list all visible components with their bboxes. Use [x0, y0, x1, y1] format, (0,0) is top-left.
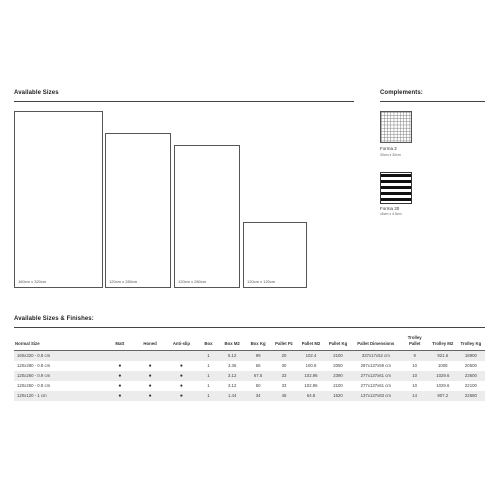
table-cell: 3.12 [219, 371, 245, 381]
table-cell: ● [135, 381, 165, 391]
table-cell: ● [135, 391, 165, 401]
table-cell: 100.8 [297, 361, 325, 371]
col-pallet-kg: Pallet Kg [325, 334, 351, 351]
available-sizes-title: Available Sizes [14, 90, 59, 96]
col-trolley-kg: Trolley Kg [457, 334, 485, 351]
table-cell: 10 [401, 371, 429, 381]
col-pallet-pz: Pallet Pz [271, 334, 297, 351]
table-cell: 1 [198, 381, 220, 391]
table-cell: 64.8 [297, 391, 325, 401]
table-cell: 99 [245, 351, 271, 361]
table-cell: 65 [245, 361, 271, 371]
mosaic-strip [381, 180, 411, 183]
table-cell: 5.12 [219, 351, 245, 361]
complement-name: Forma 30 [380, 206, 400, 211]
sizes-finishes-table [14, 334, 485, 401]
table-cell: 1029.6 [429, 381, 457, 391]
table-cell: 45 [271, 391, 297, 401]
table-cell: 1 [198, 361, 220, 371]
table-cell: 1 [198, 371, 220, 381]
table-cell: ● [165, 371, 197, 381]
complement-dims: 30cm x 30cm [380, 153, 401, 157]
table-cell [135, 351, 165, 361]
table-cell: ● [105, 371, 135, 381]
complements-title: Complements: [380, 90, 423, 96]
table-row [14, 351, 485, 361]
table-cell: 102.4 [297, 351, 325, 361]
table-cell: 1.44 [219, 391, 245, 401]
table-cell: 160x320 - 0.8 cm [14, 351, 105, 361]
sizes-finishes-divider [14, 327, 485, 328]
table-cell: 137x137x83 cm [351, 391, 401, 401]
col-box: Box [198, 334, 220, 351]
table-cell: 1 [198, 351, 220, 361]
table-cell: 337x17x52 cm [351, 351, 401, 361]
sizes-finishes-title: Available Sizes & Finishes: [14, 316, 94, 322]
table-cell: 2100 [325, 351, 351, 361]
table-row [14, 381, 485, 391]
size-swatch-label: 120cm x 120cm [247, 279, 276, 284]
col-pallet-m2: Pallet M2 [297, 334, 325, 351]
mosaic-strip [381, 192, 411, 195]
table-cell: 18900 [457, 351, 485, 361]
table-row [14, 371, 485, 381]
col-trolley-pallet: Trolley Pallet [401, 334, 429, 351]
size-swatch-120x120 [243, 222, 307, 288]
table-cell: 1008 [429, 361, 457, 371]
complements-divider [380, 101, 485, 102]
col-trolley-m2: Trolley M2 [429, 334, 457, 351]
size-swatch-label: 120cm x 260cm [178, 279, 207, 284]
col-pallet-dimensions: Pallet Dimensions [351, 334, 401, 351]
table-cell: 297x137x59 cm [351, 361, 401, 371]
table-cell: 9 [401, 351, 429, 361]
table-row [14, 391, 485, 401]
table-cell: 921.6 [429, 351, 457, 361]
table-cell: 2100 [325, 381, 351, 391]
table-cell: ● [165, 381, 197, 391]
complement-name: Forma 2 [380, 146, 397, 151]
table-header-row [14, 334, 485, 351]
table-cell: ● [165, 391, 197, 401]
col-normal-size: Normal Size [14, 334, 105, 351]
mosaic-strip [381, 174, 411, 177]
table-cell: 22680 [457, 391, 485, 401]
size-swatch-label: 160cm x 320cm [18, 279, 47, 284]
table-cell: 10 [401, 381, 429, 391]
table-cell: ● [105, 381, 135, 391]
table-cell: 3.12 [219, 381, 245, 391]
table-cell: 23600 [457, 371, 485, 381]
table-cell: 60 [245, 381, 271, 391]
table-cell: ● [135, 371, 165, 381]
table-cell: 10 [401, 361, 429, 371]
table-cell: ● [135, 361, 165, 371]
available-sizes-divider [14, 101, 354, 102]
table-cell: ● [105, 361, 135, 371]
size-swatch-label: 120cm x 280cm [109, 279, 138, 284]
mosaic-strip [381, 186, 411, 189]
table-cell: 3.36 [219, 361, 245, 371]
col-honed: Honed [135, 334, 165, 351]
table-cell: 20500 [457, 361, 485, 371]
table-cell: 120x280 - 0.8 cm [14, 361, 105, 371]
table-cell: 34 [245, 391, 271, 401]
size-swatch-120x280 [105, 133, 171, 288]
table-cell: 20 [271, 351, 297, 361]
col-box-kg: Box Kg [245, 334, 271, 351]
table-cell: 277x137x61 cm [351, 381, 401, 391]
table-cell: 2390 [325, 371, 351, 381]
table-cell [105, 351, 135, 361]
complement-dims: x5cm x 4.5cm [380, 212, 402, 216]
table-cell [165, 351, 197, 361]
table-cell: 1620 [325, 391, 351, 401]
table-cell: 30 [271, 361, 297, 371]
table-cell: 33 [271, 371, 297, 381]
size-swatch-160x320 [14, 111, 103, 288]
table-cell: 2050 [325, 361, 351, 371]
table-cell: 1029.6 [429, 371, 457, 381]
grid-mosaic-icon [380, 111, 412, 143]
table-cell: 14 [401, 391, 429, 401]
table-cell: 120x120 - 1 cm [14, 391, 105, 401]
table-cell: ● [165, 361, 197, 371]
table-cell: 22100 [457, 381, 485, 391]
table-cell: 1 [198, 391, 220, 401]
table-cell: ● [105, 391, 135, 401]
table-cell: 120x260 - 0.8 cm [14, 381, 105, 391]
table-cell: 120x260 - 0.9 cm [14, 371, 105, 381]
table-cell: 67.5 [245, 371, 271, 381]
col-matt: Matt [105, 334, 135, 351]
col-box-m2: Box M2 [219, 334, 245, 351]
strip-mosaic-icon [380, 172, 412, 204]
table-cell: 277x137x61 cm [351, 371, 401, 381]
mosaic-strip [381, 198, 411, 201]
col-anti-slip: Anti-slip [165, 334, 197, 351]
size-swatch-120x260 [174, 145, 240, 288]
table-cell: 102.96 [297, 371, 325, 381]
table-row [14, 361, 485, 371]
table-cell: 102.96 [297, 381, 325, 391]
table-cell: 33 [271, 381, 297, 391]
table-cell: 907.2 [429, 391, 457, 401]
